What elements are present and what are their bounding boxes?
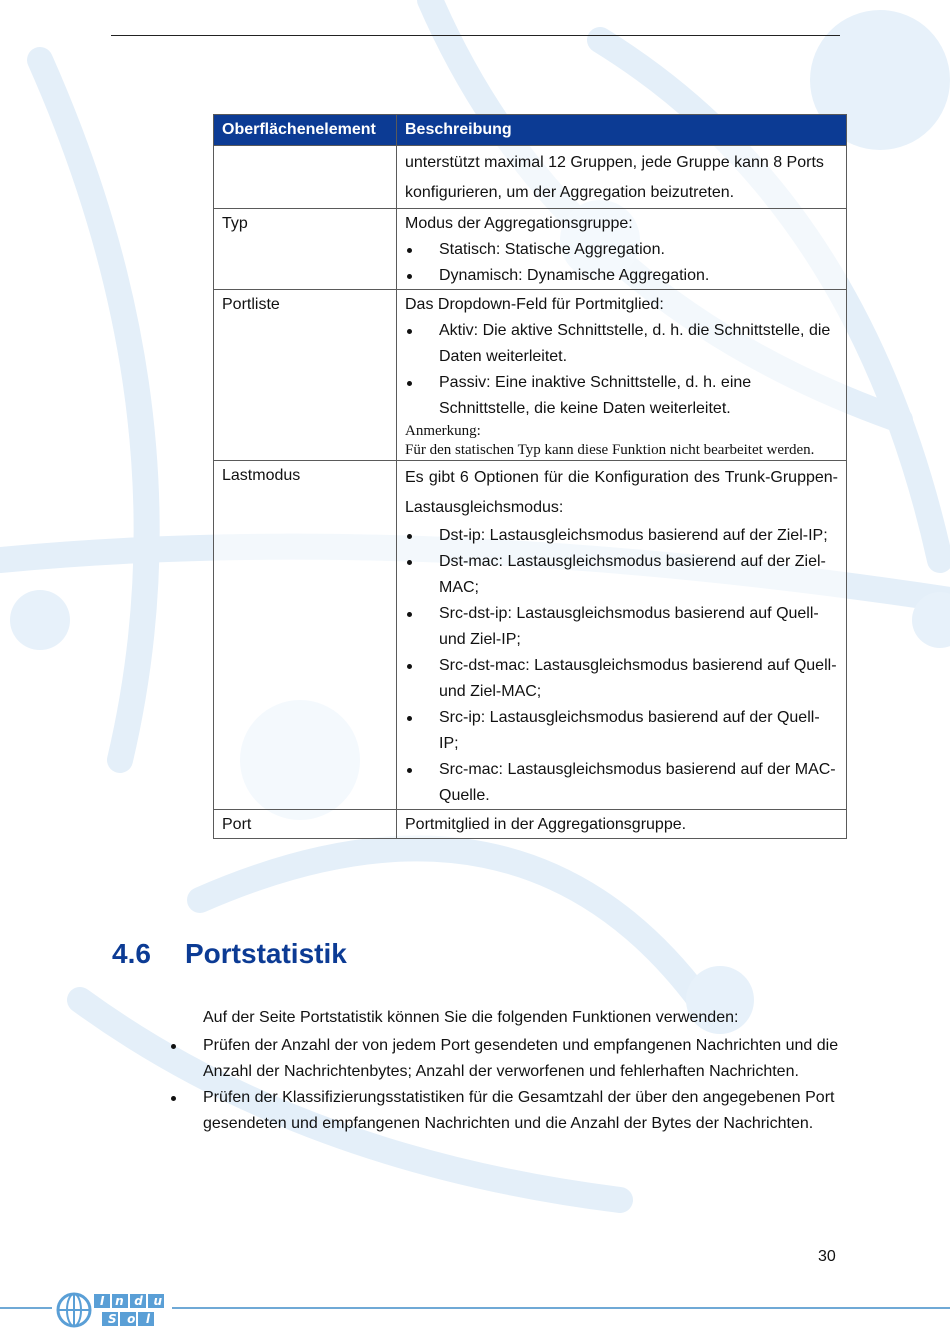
bullet-list [405,523,838,809]
list-item-text: Prüfen der Anzahl der von jedem Port gesendeten und empfangenen Nachrichten und die Anzahl der Nachrichtenbytes; Anzahl der verworfenen und fehlerhaften Nachrichten. [203,1037,839,1080]
bullet-icon [407,612,412,617]
list-item [405,705,838,757]
section-number: 4.6 [112,938,151,969]
list-item [169,1085,843,1137]
table-cell-description [397,209,847,290]
table-cell-description [397,461,847,810]
table-cell-description: unterstützt maximal 12 Gruppen, jede Gruppe kann 8 Ports konfigurieren, um der Aggregation beizutreten. [397,146,847,209]
list-item [405,757,838,809]
bullet-list [405,318,838,422]
list-item-text: Src-dst-ip: Lastausgleichsmodus basierend auf Quell- und Ziel-IP; [439,605,819,648]
page-number: 30 [818,1248,836,1265]
list-item [405,653,838,705]
bullet-icon [407,248,412,253]
list-item [405,601,838,653]
section-body [203,1005,843,1137]
list-item [405,318,838,370]
list-item [405,523,838,549]
list-item-text: Src-dst-mac: Lastausgleichsmodus basierend auf Quell- und Ziel-MAC; [439,657,837,700]
list-item [405,237,838,263]
note-text: Für den statischen Typ kann diese Funktion nicht bearbeitet werden. [405,442,815,458]
description-text: Modus der Aggregationsgruppe: [405,215,633,232]
logo-text-line2: Sol [108,1312,150,1326]
list-item [405,370,838,422]
note-label: Anmerkung: [405,423,481,439]
table-row [214,209,847,290]
section-title: Portstatistik [185,938,347,969]
bullet-icon [407,534,412,539]
bullet-icon [407,381,412,386]
table-row [214,810,847,839]
description-text: Das Dropdown-Feld für Portmitglied: [405,296,664,313]
column-header-element: Oberflächenelement [214,115,397,146]
table-cell-element: Lastmodus [214,461,397,810]
description-text: Es gibt 6 Optionen für die Konfiguration des Trunk-Gruppen-Lastausgleichsmodus: [405,469,838,516]
list-item [405,549,838,601]
list-item-text: Statisch: Statische Aggregation. [439,241,665,258]
table-cell-element: Portliste [214,290,397,461]
bullet-list [405,237,838,289]
parameter-table [213,114,847,839]
bullet-list [169,1033,843,1137]
list-item-text: Src-ip: Lastausgleichsmodus basierend auf der Quell-IP; [439,709,820,752]
list-item [169,1033,843,1085]
table-cell-description: Portmitglied in der Aggregationsgruppe. [397,810,847,839]
list-item-text: Prüfen der Klassifizierungsstatistiken für die Gesamtzahl der über den angegebenen Port gesendeten und empfangenen Nachrichten und die Anzahl der Bytes der Nachrichten. [203,1089,835,1132]
list-item-text: Dst-ip: Lastausgleichsmodus basierend auf der Ziel-IP; [439,527,828,544]
header-rule [111,35,840,36]
bullet-icon [171,1096,176,1101]
bullet-icon [407,274,412,279]
bullet-icon [407,716,412,721]
footer-rule-right [172,1307,950,1309]
table-cell-element [214,146,397,209]
bullet-icon [407,560,412,565]
table-row [214,146,847,209]
bullet-icon [171,1044,176,1049]
indusol-logo [56,1290,168,1330]
list-item-text: Aktiv: Die aktive Schnittstelle, d. h. die Schnittstelle, die Daten weiterleitet. [439,322,831,365]
list-item [405,263,838,289]
intro-paragraph: Auf der Seite Portstatistik können Sie die folgenden Funktionen verwenden: [203,1009,739,1026]
bullet-icon [407,768,412,773]
column-header-description: Beschreibung [397,115,847,146]
list-item-text: Passiv: Eine inaktive Schnittstelle, d. h. eine Schnittstelle, die keine Daten weiterleitet. [439,374,752,417]
globe-icon [58,1294,90,1326]
table-cell-element: Typ [214,209,397,290]
list-item-text: Src-mac: Lastausgleichsmodus basierend auf der MAC-Quelle. [439,761,836,804]
list-item-text: Dynamisch: Dynamische Aggregation. [439,267,710,284]
footer-rule-left [0,1307,52,1309]
bullet-icon [407,329,412,334]
list-item-text: Dst-mac: Lastausgleichsmodus basierend auf der Ziel-MAC; [439,553,826,596]
table-row [214,290,847,461]
table-cell-element: Port [214,810,397,839]
table-cell-description [397,290,847,461]
logo-text-line1: Indu [100,1294,162,1308]
bullet-icon [407,664,412,669]
table-header-row [214,115,847,146]
table-row [214,461,847,810]
